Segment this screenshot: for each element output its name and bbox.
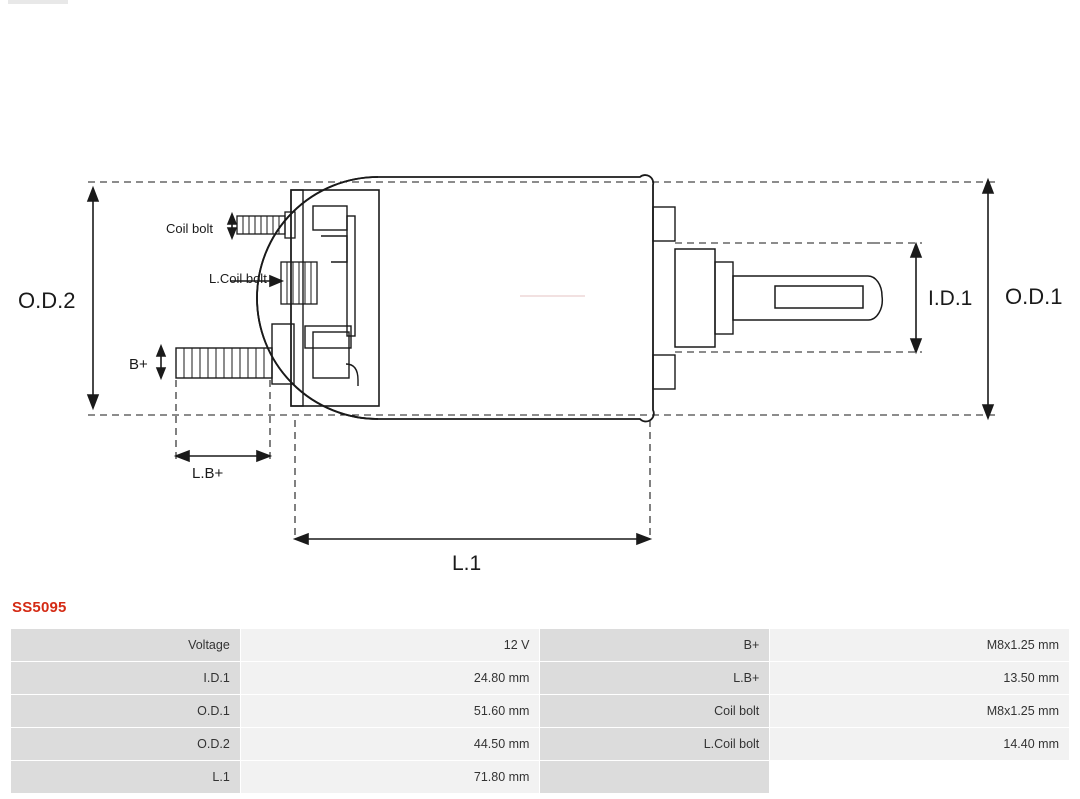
spec-label: Voltage — [11, 629, 241, 662]
spec-value: 44.50 mm — [240, 728, 540, 761]
table-row — [11, 629, 1070, 662]
table-row — [11, 728, 1070, 761]
spec-value: 14.40 mm — [770, 728, 1070, 761]
spec-label: B+ — [540, 629, 770, 662]
spec-value-empty — [770, 761, 1070, 794]
spec-value: 13.50 mm — [770, 662, 1070, 695]
part-number: SS5095 — [12, 599, 67, 616]
label-lcoil-bolt: L.Coil bolt — [209, 271, 267, 286]
table-row — [11, 695, 1070, 728]
spec-label: O.D.1 — [11, 695, 241, 728]
spec-value: M8x1.25 mm — [770, 695, 1070, 728]
spec-value: 12 V — [240, 629, 540, 662]
table-row — [11, 662, 1070, 695]
spec-label: L.1 — [11, 761, 241, 794]
label-id1: I.D.1 — [928, 287, 973, 310]
spec-label: I.D.1 — [11, 662, 241, 695]
label-coil-bolt: Coil bolt — [166, 221, 213, 236]
spec-label: O.D.2 — [11, 728, 241, 761]
spec-value: 24.80 mm — [240, 662, 540, 695]
spec-value: 51.60 mm — [240, 695, 540, 728]
specification-table — [10, 628, 1070, 794]
spec-value: M8x1.25 mm — [770, 629, 1070, 662]
label-bplus: B+ — [129, 356, 148, 373]
label-lbplus: L.B+ — [192, 465, 224, 482]
label-l1: L.1 — [452, 552, 482, 575]
spec-label: Coil bolt — [540, 695, 770, 728]
spec-value: 71.80 mm — [240, 761, 540, 794]
table-row — [11, 761, 1070, 794]
spec-label: L.Coil bolt — [540, 728, 770, 761]
spec-label: L.B+ — [540, 662, 770, 695]
label-od1: O.D.1 — [1005, 284, 1063, 309]
spec-label-empty — [540, 761, 770, 794]
label-od2: O.D.2 — [18, 288, 76, 313]
